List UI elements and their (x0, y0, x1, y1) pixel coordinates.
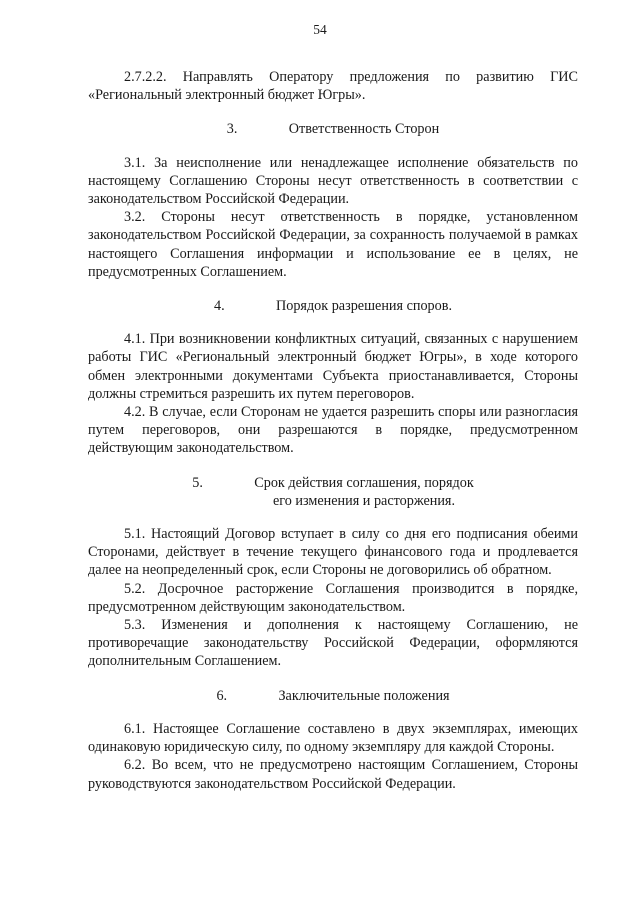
section-number: 3. (226, 121, 238, 138)
section-title: Заключительные положения (278, 687, 450, 704)
page-number: 54 (313, 22, 327, 37)
paragraph-5-1: 5.1. Настоящий Договор вступает в силу со дня его подписания обеими Сторонами, действует в течение текущего финансового года и продлевается далее на неопределенный срок, если Стороны не договорились об обратном. (88, 526, 578, 579)
section-number: 6. (216, 687, 228, 704)
section-heading-4 (88, 297, 578, 315)
paragraph-4-2: 4.2. В случае, если Сторонам не удается разрешить споры или разногласия путем переговоров, они разрешаются в порядке, предусмотренном действующим законодательством. (88, 404, 578, 457)
section-title (254, 474, 473, 510)
section-heading-3 (88, 120, 578, 138)
paragraph-5-3: 5.3. Изменения и дополнения к настоящему Соглашению, не противоречащие законодательству Российской Федерации, оформляются дополнительным Соглашением. (88, 617, 578, 670)
paragraph-6-1: 6.1. Настоящее Соглашение составлено в двух экземплярах, имеющих одинаковую юридическую силу, по одному экземпляру для каждой Стороны. (88, 720, 578, 756)
paragraph-5-2: 5.2. Досрочное расторжение Соглашения производится в порядке, предусмотренном действующим законодательством. (88, 580, 578, 615)
section-number: 4. (214, 298, 225, 315)
section-title-line-2: его изменения и расторжения. (272, 492, 456, 509)
section-number: 5. (192, 474, 203, 491)
section-heading-6 (88, 687, 578, 705)
paragraph-3-2: 3.2. Стороны несут ответственность в порядке, установленном законодательством Российской Федерации, за сохранность получаемой в рамках настоящего Соглашения информации и использование ее в целях, не предусмотренных Соглашением. (88, 209, 578, 280)
document-body (88, 68, 578, 793)
section-heading-5 (88, 474, 578, 510)
section-title: Ответственность Сторон (288, 121, 440, 138)
paragraph-4-1: 4.1. При возникновении конфликтных ситуаций, связанных с нарушением работы ГИС «Региональный электронный бюджет Югры», в ходе которого обмен электронными документами Субъекта приостанавливается, Стороны должны стремиться разрешить их путем переговоров. (88, 331, 578, 402)
section-title: Порядок разрешения споров. (276, 298, 452, 315)
paragraph-2-7-2-2: 2.7.2.2. Направлять Оператору предложения по развитию ГИС «Региональный электронный бюджет Югры». (88, 69, 578, 104)
section-title-line-1: Срок действия соглашения, порядок (254, 474, 474, 491)
paragraph-3-1: 3.1. За неисполнение или ненадлежащее исполнение обязательств по настоящему Соглашению Стороны несут ответственность в соответствии с законодательством Российской Федерации. (88, 154, 578, 208)
paragraph-6-2: 6.2. Во всем, что не предусмотрено настоящим Соглашением, Стороны руководствуются законодательством Российской Федерации. (88, 757, 578, 792)
